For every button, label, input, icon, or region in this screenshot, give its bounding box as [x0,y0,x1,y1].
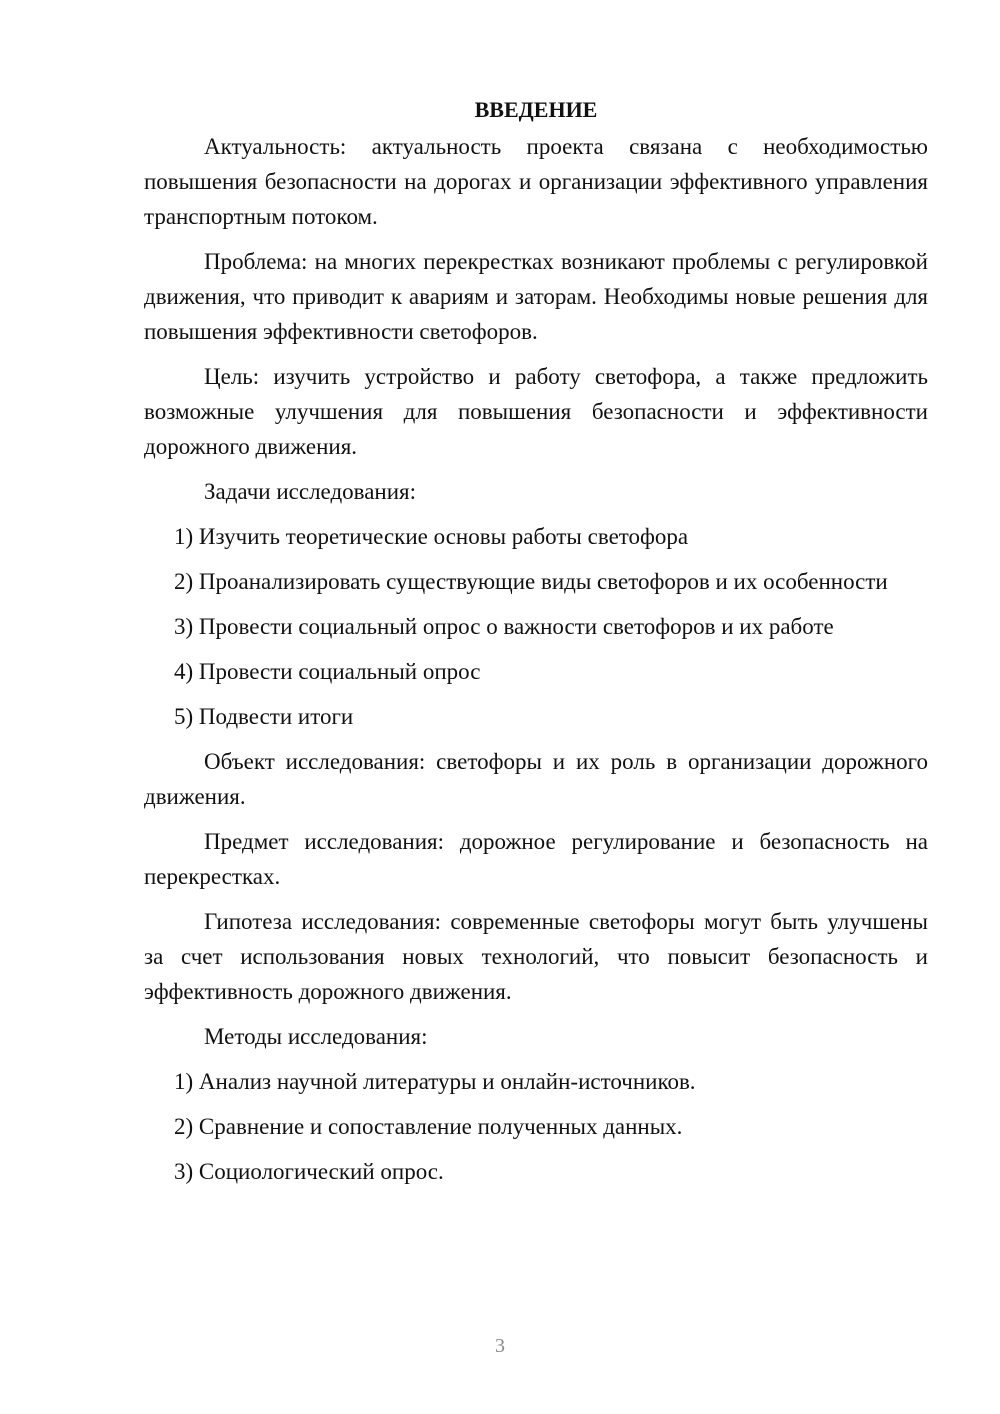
relevance-paragraph: Актуальность: актуальность проекта связана с необходимостью повышения безопасности на дорогах и организации эффективного управления транспортным потоком. [144,134,928,229]
subject-paragraph: Предмет исследования: дорожное регулирование и безопасность на перекрестках. [144,829,928,889]
method-item-1: 1) Анализ научной литературы и онлайн-источников. [174,1069,696,1094]
task-item-4: 4) Провести социальный опрос [174,659,481,684]
tasks-heading: Задачи исследования: [204,479,417,504]
object-paragraph: Объект исследования: светофоры и их роль в организации дорожного движения. [144,749,928,809]
task-item-5: 5) Подвести итоги [174,704,354,729]
task-item-1: 1) Изучить теоретические основы работы светофора [174,524,689,549]
method-item-3: 3) Социологический опрос. [174,1159,444,1184]
problem-paragraph: Проблема: на многих перекрестках возникают проблемы с регулировкой движения, что приводит к авариям и заторам. Необходимы новые решения для повышения эффективности светофоров. [144,249,928,344]
hypothesis-paragraph: Гипотеза исследования: современные светофоры могут быть улучшены за счет использования новых технологий, что повысит безопасность и эффективность дорожного движения. [144,909,928,1004]
task-item-2: 2) Проанализировать существующие виды светофоров и их особенности [174,569,888,594]
method-item-2: 2) Сравнение и сопоставление полученных данных. [174,1114,683,1139]
section-title: ВВЕДЕНИЕ [474,97,598,122]
goal-paragraph: Цель: изучить устройство и работу светофора, а также предложить возможные улучшения для повышения безопасности и эффективности дорожного движения. [144,364,928,459]
task-item-3: 3) Провести социальный опрос о важности светофоров и их работе [174,614,834,639]
document-body [144,93,928,1199]
methods-heading: Методы исследования: [204,1024,428,1049]
page-number: 3 [495,1335,505,1357]
